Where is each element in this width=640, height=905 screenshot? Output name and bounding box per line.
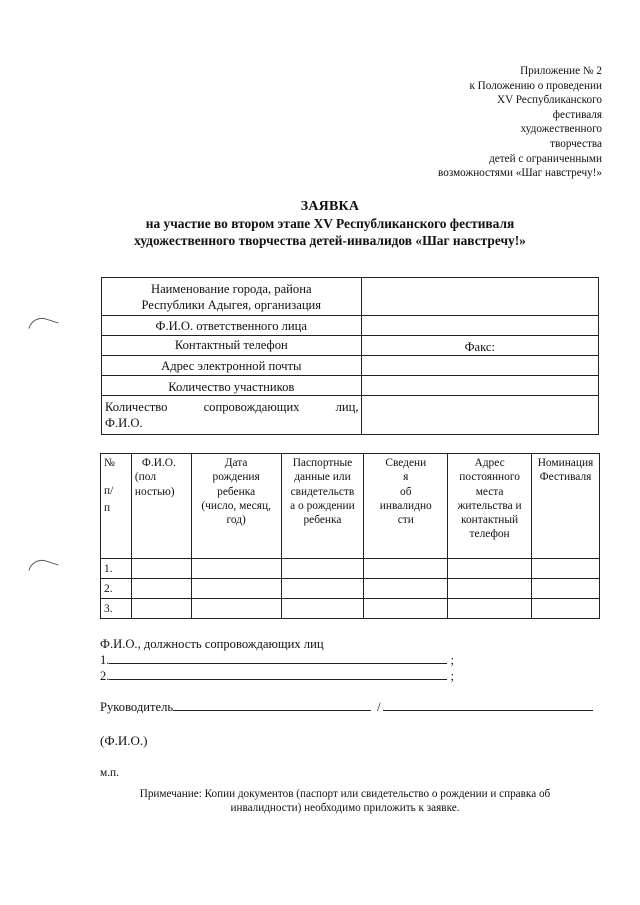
info-value-email[interactable]	[361, 356, 598, 376]
row-number: 1.	[101, 559, 132, 579]
info-value-city[interactable]	[361, 278, 598, 316]
info-row-city	[102, 278, 599, 316]
scan-mark	[28, 314, 58, 337]
participants-table	[100, 453, 600, 619]
header-text: рождения	[212, 471, 260, 484]
info-label-line: Количество сопровождающих лиц,	[105, 400, 359, 414]
appendix-line: художественного	[520, 123, 602, 136]
escort-line-2	[100, 668, 454, 684]
appendix-line: возможностями «Шаг навстречу!»	[438, 167, 602, 180]
header-text: места	[475, 485, 504, 498]
cell-passport[interactable]	[281, 559, 364, 579]
info-row-escort	[102, 396, 599, 435]
header-text: ностью)	[134, 485, 175, 498]
note-line: инвалидности) необходимо приложить к заявке.	[230, 802, 460, 814]
note-block	[110, 787, 580, 815]
header-text: телефон	[469, 528, 510, 541]
header-text: год)	[226, 514, 246, 527]
cell-fio[interactable]	[131, 599, 191, 619]
col-fio-header	[131, 454, 191, 559]
table-row	[101, 599, 600, 619]
cell-fio[interactable]	[131, 559, 191, 579]
info-label-email: Адрес электронной почты	[102, 356, 362, 376]
escorts-block	[100, 637, 454, 684]
escorts-heading: Ф.И.О., должность сопровождающих лиц	[100, 637, 324, 651]
info-value-responsible[interactable]	[361, 316, 598, 336]
row-number: 2.	[101, 579, 132, 599]
appendix-line: к Положению о проведении	[469, 79, 602, 92]
cell-fio[interactable]	[131, 579, 191, 599]
appendix-line: детей с ограниченными	[489, 152, 602, 165]
fio-caption: (Ф.И.О.)	[100, 733, 148, 748]
col-disability-header	[364, 454, 448, 559]
col-number-header	[101, 454, 132, 559]
header-text: Номинация	[537, 457, 594, 469]
header-text: Адрес	[474, 457, 505, 469]
escort-input-1[interactable]	[109, 652, 447, 664]
head-fio-input[interactable]	[383, 699, 593, 711]
cell-passport[interactable]	[281, 579, 364, 599]
cell-passport[interactable]	[281, 599, 364, 619]
escort-input-2[interactable]	[109, 668, 447, 680]
note-line: Примечание: Копии документов (паспорт или свидетельство о рождении и справка об	[139, 788, 551, 800]
escort-number: 1.	[100, 653, 110, 667]
header-text: Дата	[224, 457, 248, 469]
header-text: свидетельств	[290, 485, 355, 498]
cell-disability[interactable]	[364, 599, 448, 619]
fax-label: Факс:	[464, 340, 495, 354]
cell-nomination[interactable]	[532, 579, 600, 599]
appendix-line: творчества	[550, 137, 602, 150]
head-signature-line	[100, 699, 593, 715]
head-label: Руководитель	[100, 700, 174, 714]
header-text: №	[104, 457, 115, 469]
header-text: Сведени	[385, 457, 427, 469]
col-nomination-header	[532, 454, 600, 559]
cell-nomination[interactable]	[532, 559, 600, 579]
header-text: Фестиваля	[539, 471, 592, 484]
title-line: на участие во втором этапе XV Республиканского фестиваля	[145, 216, 515, 231]
cell-disability[interactable]	[364, 579, 448, 599]
header-text: ребенка	[217, 485, 256, 498]
info-label-count: Количество участников	[102, 376, 362, 396]
info-row-responsible	[102, 316, 599, 336]
cell-address[interactable]	[448, 599, 532, 619]
cell-disability[interactable]	[364, 559, 448, 579]
header-text: об	[400, 485, 412, 498]
cell-birthdate[interactable]	[191, 579, 281, 599]
info-label-line: Наименование города, района	[151, 282, 312, 296]
info-label-city	[102, 278, 362, 316]
appendix-header	[362, 64, 602, 181]
cell-address[interactable]	[448, 579, 532, 599]
escort-number: 2.	[100, 669, 110, 683]
header-text: постоянного	[459, 471, 520, 484]
header-text: контактный	[461, 514, 519, 527]
header-text: ребенка	[303, 514, 342, 527]
header-text: (число, месяц,	[201, 499, 271, 512]
header-text: жительства и	[457, 499, 522, 512]
header-text: данные или	[294, 471, 351, 484]
head-signature-input[interactable]	[173, 699, 371, 711]
table-row	[101, 559, 600, 579]
header-text: сти	[397, 514, 414, 527]
info-value-escort[interactable]	[361, 396, 598, 435]
info-label-line: Республики Адыгея, организация	[141, 298, 322, 312]
row-number: 3.	[101, 599, 132, 619]
title-word: ЗАЯВКА	[300, 199, 360, 214]
signature-slash: /	[377, 700, 381, 714]
header-text: Ф.И.О.	[141, 457, 176, 469]
escort-semicolon: ;	[450, 669, 454, 683]
header-text: (пол	[134, 471, 157, 484]
header-text: п	[104, 501, 111, 514]
info-label-responsible: Ф.И.О. ответственного лица	[102, 316, 362, 336]
col-birthdate-header	[191, 454, 281, 559]
stamp-place: м.п.	[100, 767, 119, 779]
escort-semicolon: ;	[450, 653, 454, 667]
appendix-line: Приложение № 2	[520, 65, 602, 77]
info-value-count[interactable]	[361, 376, 598, 396]
document-title	[60, 198, 600, 249]
info-value-fax[interactable]	[361, 336, 598, 356]
info-label-escort	[102, 396, 362, 435]
appendix-line: XV Республиканского	[496, 94, 602, 107]
info-label-phone: Контактный телефон	[102, 336, 362, 356]
cell-birthdate[interactable]	[191, 559, 281, 579]
col-address-header	[448, 454, 532, 559]
header-text: а о рождении	[290, 499, 355, 512]
header-text: инвалидно	[379, 499, 432, 512]
cell-birthdate[interactable]	[191, 599, 281, 619]
header-text: я	[403, 471, 409, 484]
scan-mark	[28, 556, 58, 579]
header-text: п/	[104, 485, 114, 498]
col-passport-header	[281, 454, 364, 559]
info-row-count	[102, 376, 599, 396]
table-row	[101, 579, 600, 599]
info-row-phone	[102, 336, 599, 356]
title-line: художественного творчества детей-инвалидов «Шаг навстречу!»	[134, 233, 526, 248]
appendix-line: фестиваля	[552, 108, 602, 121]
participants-header-row	[101, 454, 600, 559]
info-row-email	[102, 356, 599, 376]
header-text: Паспортные	[292, 457, 353, 469]
organisation-info-table	[101, 277, 599, 435]
escort-line-1	[100, 652, 454, 668]
cell-nomination[interactable]	[532, 599, 600, 619]
info-label-line: Ф.И.О.	[105, 416, 143, 430]
cell-address[interactable]	[448, 559, 532, 579]
